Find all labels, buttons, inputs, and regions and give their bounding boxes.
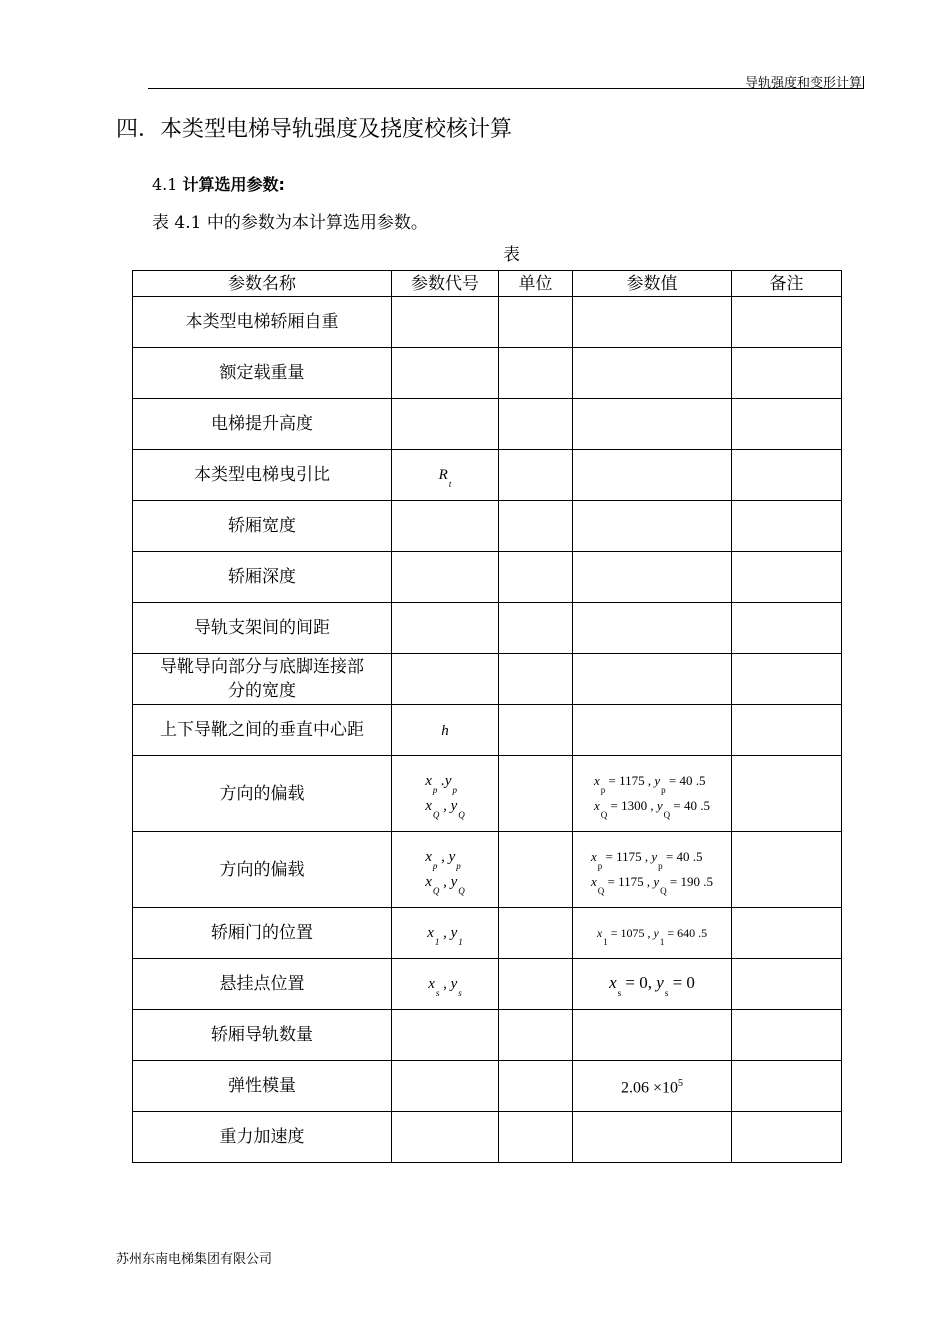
param-symbol — [392, 297, 499, 348]
param-value — [573, 603, 732, 654]
param-name: 轿厢深度 — [133, 552, 392, 603]
param-name: 导轨支架间的间距 — [133, 603, 392, 654]
param-value: $x_s = 0$, $y_s = 0$ — [573, 959, 732, 1010]
param-unit — [499, 297, 573, 348]
param-note — [732, 1112, 842, 1163]
param-name-line: 导靴导向部分与底脚连接部 — [160, 657, 364, 677]
symbol-line: $x_p$ $.y_p$ — [425, 772, 458, 795]
table-row — [133, 705, 842, 756]
param-name: 轿厢门的位置 — [133, 908, 392, 959]
symbol-line: $x_Q$ , $y_Q$ — [425, 873, 465, 896]
param-unit — [499, 501, 573, 552]
section-title: 四．本类型电梯导轨强度及挠度校核计算 — [116, 117, 513, 142]
param-value — [573, 399, 732, 450]
table-header-row — [133, 271, 842, 297]
param-symbol — [392, 603, 499, 654]
subsection-number: 4.1 — [152, 175, 178, 194]
symbol-line: $x_Q$ , $y_Q$ — [425, 797, 465, 820]
param-value: $x_1 = 1075$ , $y_1 = 640$ .5 — [573, 908, 732, 959]
header-rule — [148, 88, 864, 89]
param-unit — [499, 1010, 573, 1061]
table-row — [133, 399, 842, 450]
table-row — [133, 297, 842, 348]
param-unit — [499, 348, 573, 399]
param-name: 方向的偏载 — [133, 832, 392, 908]
table-row — [133, 1010, 842, 1061]
table-row — [133, 348, 842, 399]
param-note — [732, 654, 842, 705]
param-symbol: $x_1$ , $y_1$ — [392, 908, 499, 959]
param-unit — [499, 756, 573, 832]
param-note — [732, 552, 842, 603]
param-value: $2.06 \times 10^5$ — [573, 1061, 732, 1112]
param-note — [732, 399, 842, 450]
param-value — [573, 654, 732, 705]
param-unit — [499, 654, 573, 705]
header-cell: 参数代号 — [392, 271, 499, 297]
table-row — [133, 450, 842, 501]
param-value — [573, 552, 732, 603]
param-symbol — [392, 654, 499, 705]
param-symbol — [392, 552, 499, 603]
value-line: $x_p = 1175$ , $y_p = 40$ .5 — [594, 772, 706, 795]
param-name: 上下导靴之间的垂直中心距 — [133, 705, 392, 756]
param-value — [573, 756, 732, 832]
header-cell: 参数值 — [573, 271, 732, 297]
param-symbol — [392, 756, 499, 832]
subsection-heading — [152, 172, 285, 195]
param-symbol — [392, 705, 499, 756]
table-row — [133, 603, 842, 654]
param-note — [732, 959, 842, 1010]
param-name: 本类型电梯轿厢自重 — [133, 297, 392, 348]
table-row — [133, 1112, 842, 1163]
symbol-main: R — [438, 467, 448, 483]
param-name: 轿厢宽度 — [133, 501, 392, 552]
param-name: 额定载重量 — [133, 348, 392, 399]
param-unit — [499, 399, 573, 450]
param-note — [732, 450, 842, 501]
param-name: 悬挂点位置 — [133, 959, 392, 1010]
symbol-subscript: t — [448, 479, 452, 489]
header-title: 导轨强度和变形计算 — [744, 76, 862, 91]
param-note — [732, 908, 842, 959]
param-note — [732, 501, 842, 552]
symbol-main: h — [441, 722, 449, 739]
footer-company: 苏州东南电梯集团有限公司 — [116, 1252, 273, 1267]
param-value — [573, 450, 732, 501]
param-symbol — [392, 1010, 499, 1061]
param-name: 重力加速度 — [133, 1112, 392, 1163]
value-line: $x_Q = 1300$ , $y_Q = 40$ .5 — [594, 797, 710, 820]
param-symbol — [392, 348, 499, 399]
param-name — [133, 654, 392, 705]
param-name: 方向的偏载 — [133, 756, 392, 832]
table-row — [133, 1061, 842, 1112]
param-unit — [499, 832, 573, 908]
param-name-line: 分的宽度 — [228, 681, 296, 701]
param-unit — [499, 908, 573, 959]
param-symbol: $x_s$ , $y_s$ — [392, 959, 499, 1010]
param-symbol — [392, 501, 499, 552]
table-row — [133, 959, 842, 1010]
param-name: 电梯提升高度 — [133, 399, 392, 450]
param-note — [732, 603, 842, 654]
table-row — [133, 552, 842, 603]
param-note — [732, 756, 842, 832]
table-row — [133, 654, 842, 705]
value-line: $x_Q = 1175$ , $y_Q = 190$ .5 — [590, 873, 713, 896]
param-symbol — [392, 1061, 499, 1112]
table-row — [133, 908, 842, 959]
param-symbol — [392, 399, 499, 450]
param-unit — [499, 1112, 573, 1163]
table-row — [133, 501, 842, 552]
symbol-line: $x_p$ , $y_p$ — [425, 848, 461, 871]
header-tick — [863, 76, 864, 89]
value-line: $x_p = 1175$ , $y_p = 40$ .5 — [590, 848, 703, 871]
param-symbol — [392, 1112, 499, 1163]
param-value — [573, 348, 732, 399]
param-unit — [499, 603, 573, 654]
subsection-title: 计算选用参数: — [182, 175, 285, 194]
param-unit — [499, 552, 573, 603]
param-name: 轿厢导轨数量 — [133, 1010, 392, 1061]
param-name: 弹性模量 — [133, 1061, 392, 1112]
param-note — [732, 832, 842, 908]
param-value — [573, 1112, 732, 1163]
parameter-table — [132, 270, 842, 1163]
param-value — [573, 297, 732, 348]
param-unit — [499, 705, 573, 756]
param-value — [573, 832, 732, 908]
param-symbol — [392, 832, 499, 908]
param-value — [573, 1010, 732, 1061]
table-caption: 表 — [503, 245, 520, 265]
intro-text: 表 4.1 中的参数为本计算选用参数。 — [152, 213, 428, 233]
header-cell: 参数名称 — [133, 271, 392, 297]
param-unit — [499, 959, 573, 1010]
param-value — [573, 705, 732, 756]
param-unit — [499, 1061, 573, 1112]
param-value — [573, 501, 732, 552]
param-note — [732, 705, 842, 756]
param-note — [732, 348, 842, 399]
param-note — [732, 297, 842, 348]
param-note — [732, 1061, 842, 1112]
header-cell: 单位 — [499, 271, 573, 297]
param-name: 本类型电梯曳引比 — [133, 450, 392, 501]
param-unit — [499, 450, 573, 501]
param-symbol — [392, 450, 499, 501]
param-note — [732, 1010, 842, 1061]
table-row — [133, 756, 842, 832]
table-row — [133, 832, 842, 908]
header-cell: 备注 — [732, 271, 842, 297]
